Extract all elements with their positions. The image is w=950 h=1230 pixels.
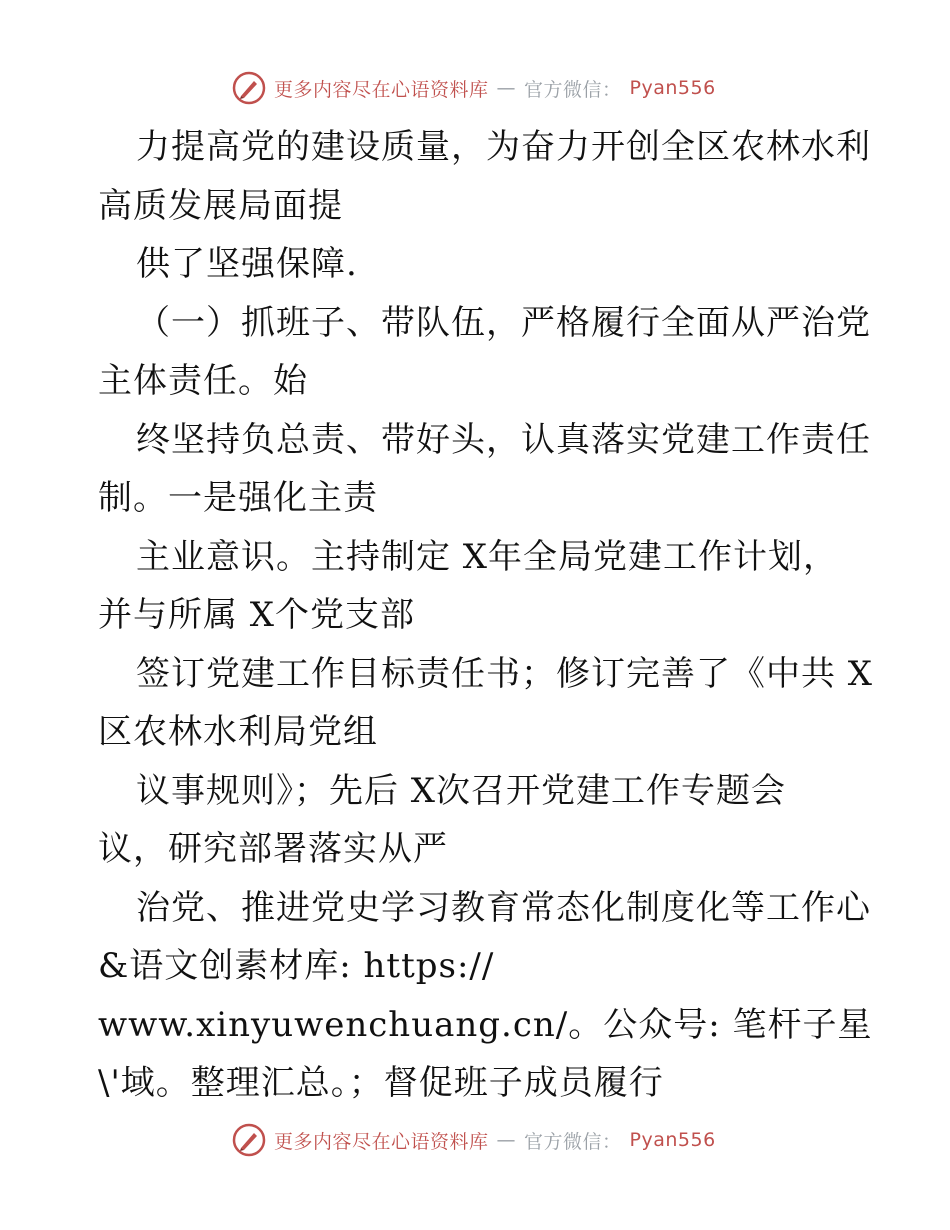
text-line: &语文创素材库: https:// [98, 946, 495, 986]
text-line: 高质发展局面提 [98, 185, 343, 226]
watermark-dash: — [496, 1129, 517, 1151]
text-line: 区农林水利局党组 [98, 712, 378, 752]
watermark-label: 官方微信： [524, 78, 622, 101]
pen-logo-icon [232, 1123, 266, 1157]
text-line: www.xinyuwenchuang.cn/。公众号: 笔杆子星 [98, 1004, 873, 1045]
text-line: 供了坚强保障. [136, 244, 358, 284]
watermark-label: 官方微信： [524, 1130, 622, 1153]
text-line: 议事规则》；先后 X次召开党建工作专题会 [136, 770, 787, 811]
text-line: 并与所属 X个党支部 [98, 595, 416, 635]
text-line: 签订党建工作目标责任书；修订完善了《中共 X [136, 653, 874, 694]
pen-logo-icon [232, 71, 266, 105]
watermark-wechat-id: Pyan556 [629, 77, 716, 99]
text-line: 议，研究部署落实从严 [98, 829, 448, 869]
text-line: 终坚持负总责、带好头，认真落实党建工作责任 [136, 419, 871, 460]
document-body [98, 118, 874, 1113]
text-line: 主体责任。始 [98, 361, 308, 401]
text-line: 制。一是强化主责 [98, 478, 378, 518]
header-watermark [232, 70, 716, 106]
text-line: \'域。整理汇总。；督促班子成员履行 [98, 1063, 664, 1103]
text-line: 力提高党的建设质量，为奋力开创全区农林水利 [136, 127, 871, 167]
footer-watermark [232, 1122, 716, 1158]
watermark-text: 更多内容尽在心语资料库 [274, 78, 489, 101]
text-line: （一）抓班子、带队伍，严格履行全面从严治党 [136, 302, 871, 343]
watermark-dash: — [496, 77, 517, 99]
watermark-text: 更多内容尽在心语资料库 [274, 1130, 489, 1153]
text-line: 治党、推进党史学习教育常态化制度化等工作心 [136, 887, 871, 928]
watermark-wechat-id: Pyan556 [629, 1129, 716, 1151]
text-line: 主业意识。主持制定 X年全局党建工作计划， [136, 536, 839, 577]
